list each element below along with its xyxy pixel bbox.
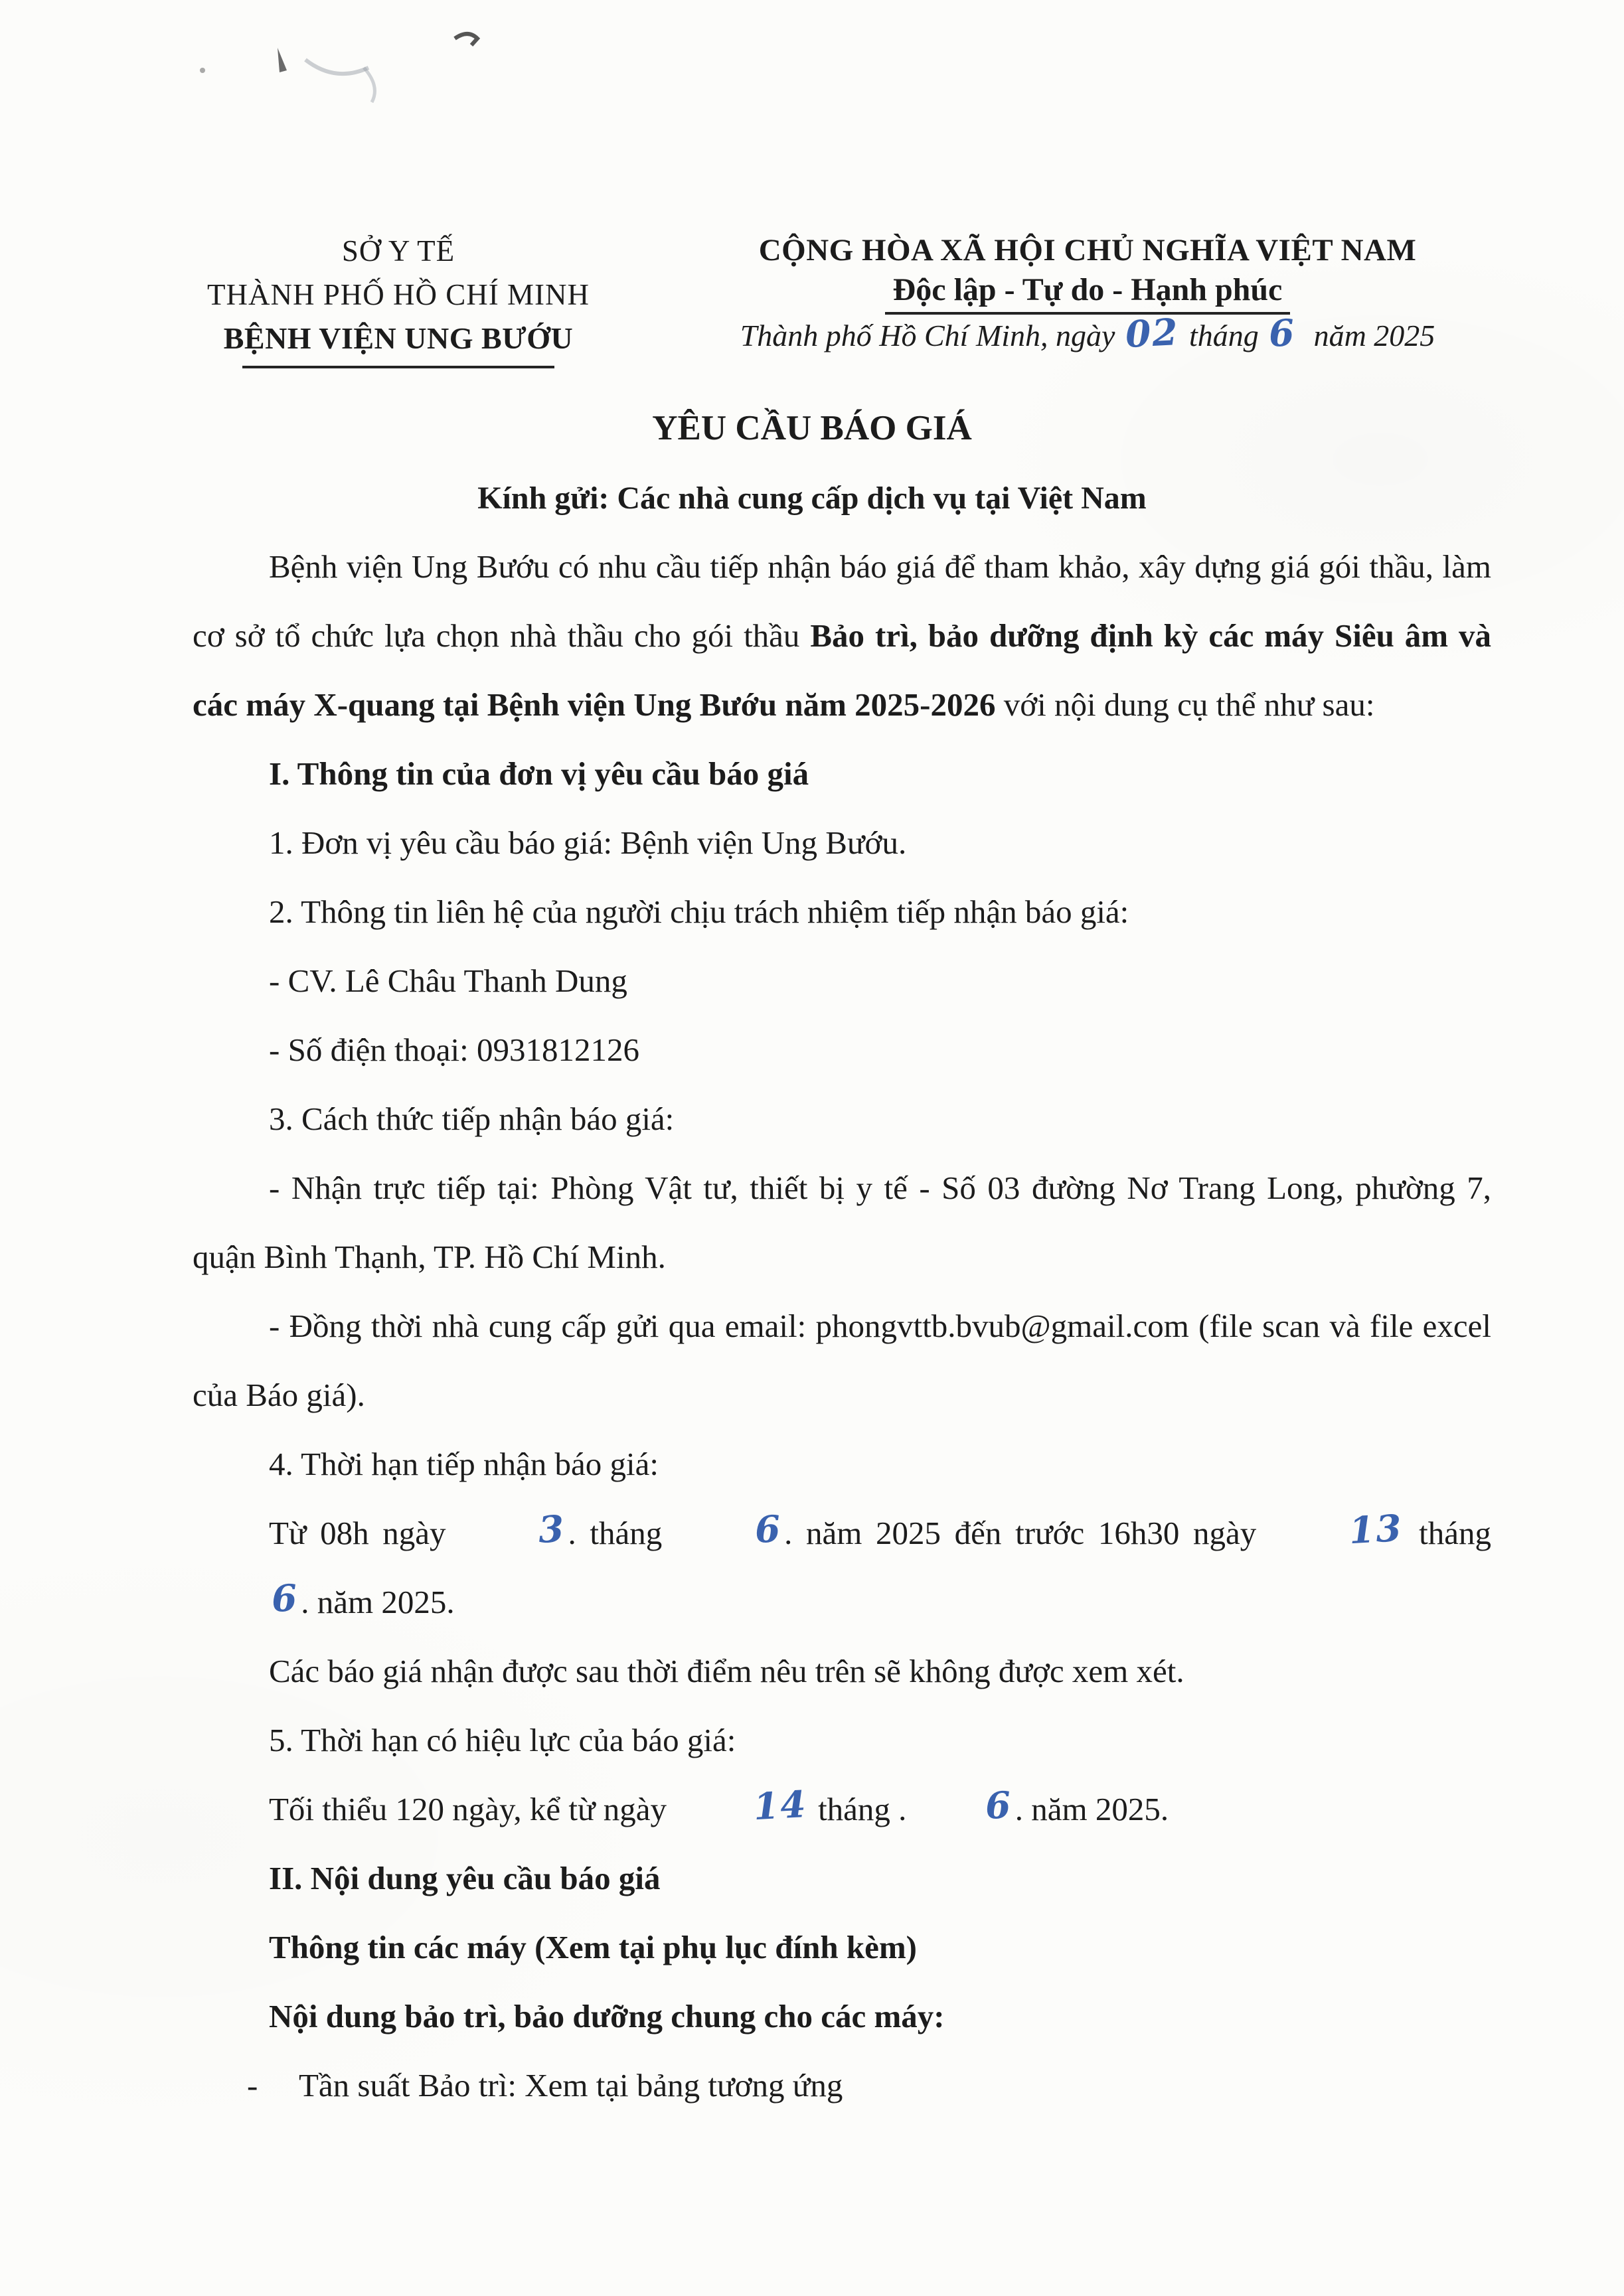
handwritten-start-month: 6 <box>754 1506 783 1552</box>
national-header-block <box>690 229 1485 368</box>
handwritten-end-month: 6 <box>270 1575 299 1621</box>
deadline-text-3: . năm 2025 đến trước 16h30 ngày <box>784 1515 1270 1551</box>
validity-text-2: tháng . <box>809 1791 907 1827</box>
date-prefix: Thành phố Hồ Chí Minh, ngày <box>740 319 1115 352</box>
contact-phone: - Số điện thoại: 0931812126 <box>269 1032 640 1068</box>
issuer-org: BỆNH VIỆN UNG BƯỚU <box>223 321 574 355</box>
deadline-line <box>193 1499 1491 1637</box>
motto-text: Độc lập - Tự do - Hạnh phúc <box>885 271 1291 315</box>
item-5-validity-heading: 5. Thời hạn có hiệu lực của báo giá: <box>269 1722 736 1758</box>
receive-email-line: - Đồng thời nhà cung cấp gửi qua email: phongvttb.bvub@gmail.com (file scan và file excel của Báo giá). <box>193 1308 1491 1413</box>
issuer-block <box>106 229 690 368</box>
section-i-heading: I. Thông tin của đơn vị yêu cầu báo giá <box>269 755 809 792</box>
section-ii-heading: II. Nội dung yêu cầu báo giá <box>269 1860 661 1896</box>
item-3-receive-method: 3. Cách thức tiếp nhận báo giá: <box>269 1101 675 1137</box>
validity-text-1: Tối thiểu 120 ngày, kể từ ngày <box>269 1791 675 1827</box>
intro-package-name: Bảo trì, bảo dưỡng định kỳ các máy Siêu âm và các máy X-quang tại Bệnh viện Ung Bướu năm 2025-2026 <box>193 617 1491 723</box>
pen-smudge-marks <box>100 19 525 118</box>
machines-info-line: Thông tin các máy (Xem tại phụ lục đính kèm) <box>269 1929 918 1965</box>
item-4-deadline-heading: 4. Thời hạn tiếp nhận báo giá: <box>269 1446 659 1482</box>
issuer-city: THÀNH PHỐ HỒ CHÍ MINH <box>207 278 590 311</box>
receive-direct-address: - Nhận trực tiếp tại: Phòng Vật tư, thiết bị y tế - Số 03 đường Nơ Trang Long, phường 7, quận Bình Thạnh, TP. Hồ Chí Minh. <box>193 1170 1491 1275</box>
bullet-dash: - <box>247 2067 258 2104</box>
item-1-requesting-unit: 1. Đơn vị yêu cầu báo giá: Bệnh viện Ung Bướu. <box>269 824 907 861</box>
issuer-underline <box>242 366 554 368</box>
item-2-contact-info: 2. Thông tin liên hệ của người chịu trách nhiệm tiếp nhận báo giá: <box>269 893 1129 930</box>
bullet-text: Tần suất Bảo trì: Xem tại bảng tương ứng <box>299 2067 843 2104</box>
deadline-text-2: . tháng <box>568 1515 676 1551</box>
maintenance-frequency-bullet <box>193 2051 1491 2120</box>
contact-name: - CV. Lê Châu Thanh Dung <box>269 962 627 999</box>
deadline-text-1: Từ 08h ngày <box>269 1515 460 1551</box>
maintenance-content-heading: Nội dung bảo trì, bảo dưỡng chung cho các máy: <box>269 1998 945 2034</box>
handwritten-day: 02 <box>1124 309 1180 356</box>
late-quote-note: Các báo giá nhận được sau thời điểm nêu trên sẽ không được xem xét. <box>269 1653 1184 1689</box>
deadline-text-4: tháng <box>1405 1515 1491 1551</box>
intro-lead: Bệnh viện Ung Bướu có nhu cầu tiếp nhận báo giá để tham khảo, xây dựng giá gói thầu, làm cơ sở tổ chức lựa chọn nhà thầu cho gói thầu <box>193 548 1491 654</box>
date-nam: năm 2025 <box>1313 319 1435 352</box>
intro-paragraph <box>193 532 1491 739</box>
date-thang: tháng <box>1189 319 1259 352</box>
deadline-text-5: . năm 2025. <box>301 1584 455 1620</box>
date-line <box>690 309 1485 356</box>
national-title: CỘNG HÒA XÃ HỘI CHỦ NGHĨA VIỆT NAM <box>758 233 1417 268</box>
issuer-dept: SỞ Y TẾ <box>341 234 455 268</box>
handwritten-validity-day: 14 <box>752 1782 809 1829</box>
document-body <box>0 522 1624 2120</box>
handwritten-month: 6 <box>1267 310 1297 356</box>
motto-line <box>690 271 1485 315</box>
validity-line <box>193 1775 1491 1844</box>
handwritten-validity-month: 6 <box>984 1782 1014 1828</box>
greeting-line: Kính gửi: Các nhà cung cấp dịch vụ tại Việt Nam <box>477 481 1147 516</box>
intro-tail: với nội dung cụ thể như sau: <box>995 686 1375 723</box>
validity-text-3: . năm 2025. <box>1015 1791 1169 1827</box>
handwritten-end-day: 13 <box>1348 1505 1404 1553</box>
document-title: YÊU CẦU BÁO GIÁ <box>652 409 972 447</box>
handwritten-start-day: 3 <box>537 1506 567 1552</box>
